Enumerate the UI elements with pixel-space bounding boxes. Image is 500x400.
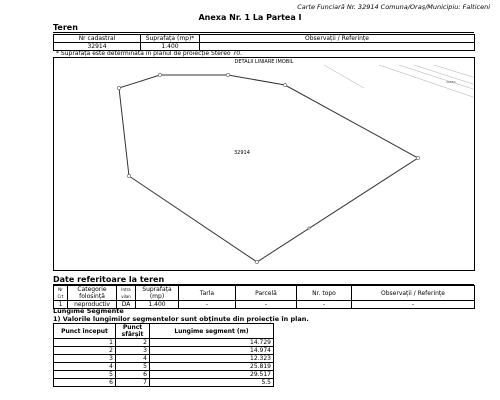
date-nr-crt: 1	[54, 301, 68, 309]
segment-row	[54, 371, 274, 379]
seg-start: 2	[54, 347, 116, 355]
segmente-table	[53, 323, 274, 387]
seg-end: 4	[116, 355, 150, 363]
segmente-subtitle: 1) Valorile lungimilor segmentelor sunt obținute din proiecție în plan.	[53, 315, 309, 323]
segment-row	[54, 379, 274, 387]
seg-length: 29.517	[150, 371, 274, 379]
seg-col-start: Punct început	[54, 324, 116, 339]
date-categorie: neproductiv	[68, 301, 117, 309]
teren-col-observatii: Observații / Referințe	[200, 35, 475, 43]
seg-col-end: Punct sfârșit	[116, 324, 150, 339]
seg-end: 3	[116, 347, 150, 355]
date-intravilan: DA	[117, 301, 136, 309]
teren-nr-cadastral: 32914	[54, 43, 141, 51]
teren-table	[53, 34, 475, 51]
date-col-intravilan: Intra vilan	[117, 286, 136, 301]
seg-length: 5.5	[150, 379, 274, 387]
parcel-label: 32914	[234, 150, 250, 156]
teren-suprafata: 1.400	[141, 43, 200, 51]
teren-title: Teren	[53, 23, 78, 32]
teren-note: * Suprafața este determinată în planul de proiecție Stereo 70.	[56, 50, 243, 57]
date-col-tarla: Tarla	[179, 286, 236, 301]
segment-row	[54, 339, 274, 347]
plan-box	[53, 57, 475, 271]
date-col-nr-topo: Nr. topo	[297, 286, 352, 301]
date-teren-header-row	[54, 286, 475, 301]
carte-funciara-header: Carte Funciară Nr. 32914 Comuna/Oraș/Municipiu: Falticeni	[297, 3, 490, 11]
date-teren-table	[53, 285, 475, 309]
date-col-suprafata: Suprafața (mp)	[136, 286, 179, 301]
date-observatii: -	[352, 301, 475, 309]
date-suprafata: 1.400	[136, 301, 179, 309]
seg-col-length: Lungime segment (m)	[150, 324, 274, 339]
segment-row	[54, 355, 274, 363]
parcel-vertices	[117, 73, 419, 263]
date-nr-topo: -	[297, 301, 352, 309]
date-tarla: -	[179, 301, 236, 309]
segmente-body	[54, 339, 274, 387]
seg-start: 1	[54, 339, 116, 347]
seg-length: 14.974	[150, 347, 274, 355]
seg-end: 2	[116, 339, 150, 347]
plan-title: DETALII LINIARE IMOBIL	[234, 59, 294, 65]
segment-row	[54, 347, 274, 355]
seg-start: 4	[54, 363, 116, 371]
teren-col-nr-cadastral: Nr cadastral	[54, 35, 141, 43]
teren-col-suprafata: Suprafața (mp)*	[141, 35, 200, 43]
seg-start: 6	[54, 379, 116, 387]
segmente-header-row	[54, 324, 274, 339]
anexa-title: Anexa Nr. 1 La Partea I	[198, 13, 302, 22]
seg-end: 5	[116, 363, 150, 371]
seg-end: 7	[116, 379, 150, 387]
date-col-parcela: Parcelă	[236, 286, 297, 301]
seg-end: 6	[116, 371, 150, 379]
seg-start: 3	[54, 355, 116, 363]
date-col-nr-crt: Nr Crt	[54, 286, 68, 301]
teren-divider	[53, 32, 474, 33]
parcel-drawing	[54, 58, 475, 271]
seg-length: 12.323	[150, 355, 274, 363]
seg-length: 14.729	[150, 339, 274, 347]
neighbor-label: 40650	[446, 80, 456, 84]
seg-start: 5	[54, 371, 116, 379]
date-parcela: -	[236, 301, 297, 309]
segmente-title: Lungime Segmente	[53, 307, 124, 315]
seg-length: 25.819	[150, 363, 274, 371]
segment-row	[54, 363, 274, 371]
teren-header-row	[54, 35, 475, 43]
date-col-categorie: Categorie folosință	[68, 286, 117, 301]
parcel-polygon	[119, 75, 418, 262]
date-col-observatii: Observații / Referințe	[352, 286, 475, 301]
date-teren-title: Date referitoare la teren	[53, 275, 165, 284]
